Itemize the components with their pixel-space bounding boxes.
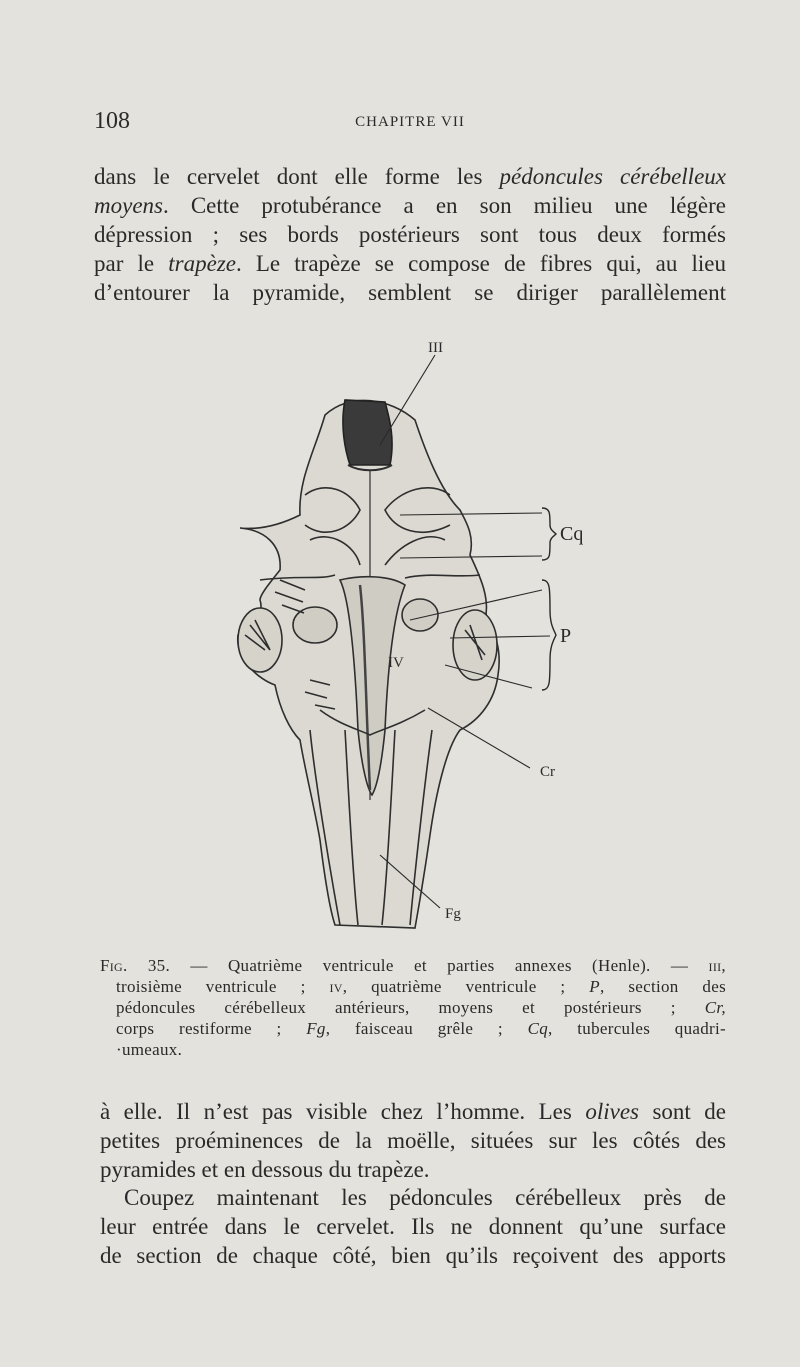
italic-term: Cr,	[704, 998, 726, 1017]
text-line	[100, 1097, 726, 1126]
italic-term: Fg	[306, 1019, 326, 1038]
text-span: à elle. Il n’est pas visible chez l’homme. Les	[100, 1099, 586, 1124]
text-line	[94, 162, 726, 191]
caption-line: ·umeaux.	[116, 1040, 183, 1059]
italic-term: moyens	[94, 193, 163, 218]
figure-caption	[100, 955, 726, 1060]
text-span: corps restiforme ;	[116, 1019, 307, 1038]
text-span: ,	[721, 956, 726, 975]
text-span: pédoncules cérébelleux antérieurs, moyens et postérieurs ;	[116, 998, 705, 1017]
label-cr: Cr	[540, 764, 555, 780]
text-span: dans le cervelet dont elle forme les	[94, 164, 500, 189]
text-line: Coupez maintenant les pédoncules cérébelleux près de	[124, 1185, 726, 1210]
running-title: CHAPITRE VII	[355, 114, 465, 130]
text-span: . Cette protubérance a en son milieu une légère	[162, 193, 726, 218]
label-p: P	[560, 625, 572, 647]
text-span: troisième ventricule ;	[116, 977, 330, 996]
text-span: , quatrième ventricule ;	[342, 977, 590, 996]
text-span: , faisceau grêle ;	[325, 1019, 528, 1038]
caption-line	[100, 976, 726, 997]
text-line	[94, 249, 726, 278]
page-number: 108	[94, 108, 130, 134]
brainstem-illustration	[238, 400, 499, 928]
text-span: , tubercules quadri-	[548, 1019, 726, 1038]
italic-term: pédoncules cérébelleux	[499, 164, 726, 189]
text-span: iv	[329, 977, 343, 996]
italic-term: Cq	[527, 1019, 549, 1038]
label-iv: IV	[388, 655, 404, 671]
caption-line	[100, 997, 726, 1018]
text-line: d’entourer la pyramide, semblent se diriger parallèlement	[94, 280, 726, 305]
caption-line	[100, 1018, 726, 1039]
text-span: , section des	[599, 977, 726, 996]
text-line: de section de chaque côté, bien qu’ils reçoivent des apports	[100, 1243, 726, 1268]
italic-term: olives	[585, 1099, 639, 1124]
text-span: sont de	[638, 1099, 726, 1124]
label-fg: Fg	[445, 906, 461, 922]
paragraph-bottom	[100, 1183, 726, 1270]
anatomical-figure	[220, 330, 620, 940]
text-line	[94, 191, 726, 220]
text-span: iii	[708, 956, 722, 975]
text-span: par le	[94, 251, 169, 276]
italic-term: trapèze	[168, 251, 236, 276]
text-line: leur entrée dans le cervelet. Ils ne donnent qu’une surface	[100, 1214, 726, 1239]
italic-term: P	[589, 977, 600, 996]
text-line: petites proéminences de la moëlle, situées sur les côtés des	[100, 1128, 726, 1153]
text-span: — Quatrième ventricule et parties annexes (Henle). —	[170, 956, 709, 975]
text-line: dépression ; ses bords postérieurs sont tous deux formés	[94, 222, 726, 247]
paragraph-top	[94, 162, 726, 307]
text-span: . Le trapèze se compose de fibres qui, au lieu	[235, 251, 726, 276]
label-iii: III	[428, 340, 443, 356]
figure-number: Fig. 35.	[100, 956, 171, 975]
page-header	[94, 108, 726, 138]
caption-line	[100, 955, 726, 976]
text-line: pyramides et en dessous du trapèze.	[100, 1157, 430, 1182]
paragraph-middle	[100, 1097, 726, 1184]
label-cq: Cq	[560, 523, 584, 545]
